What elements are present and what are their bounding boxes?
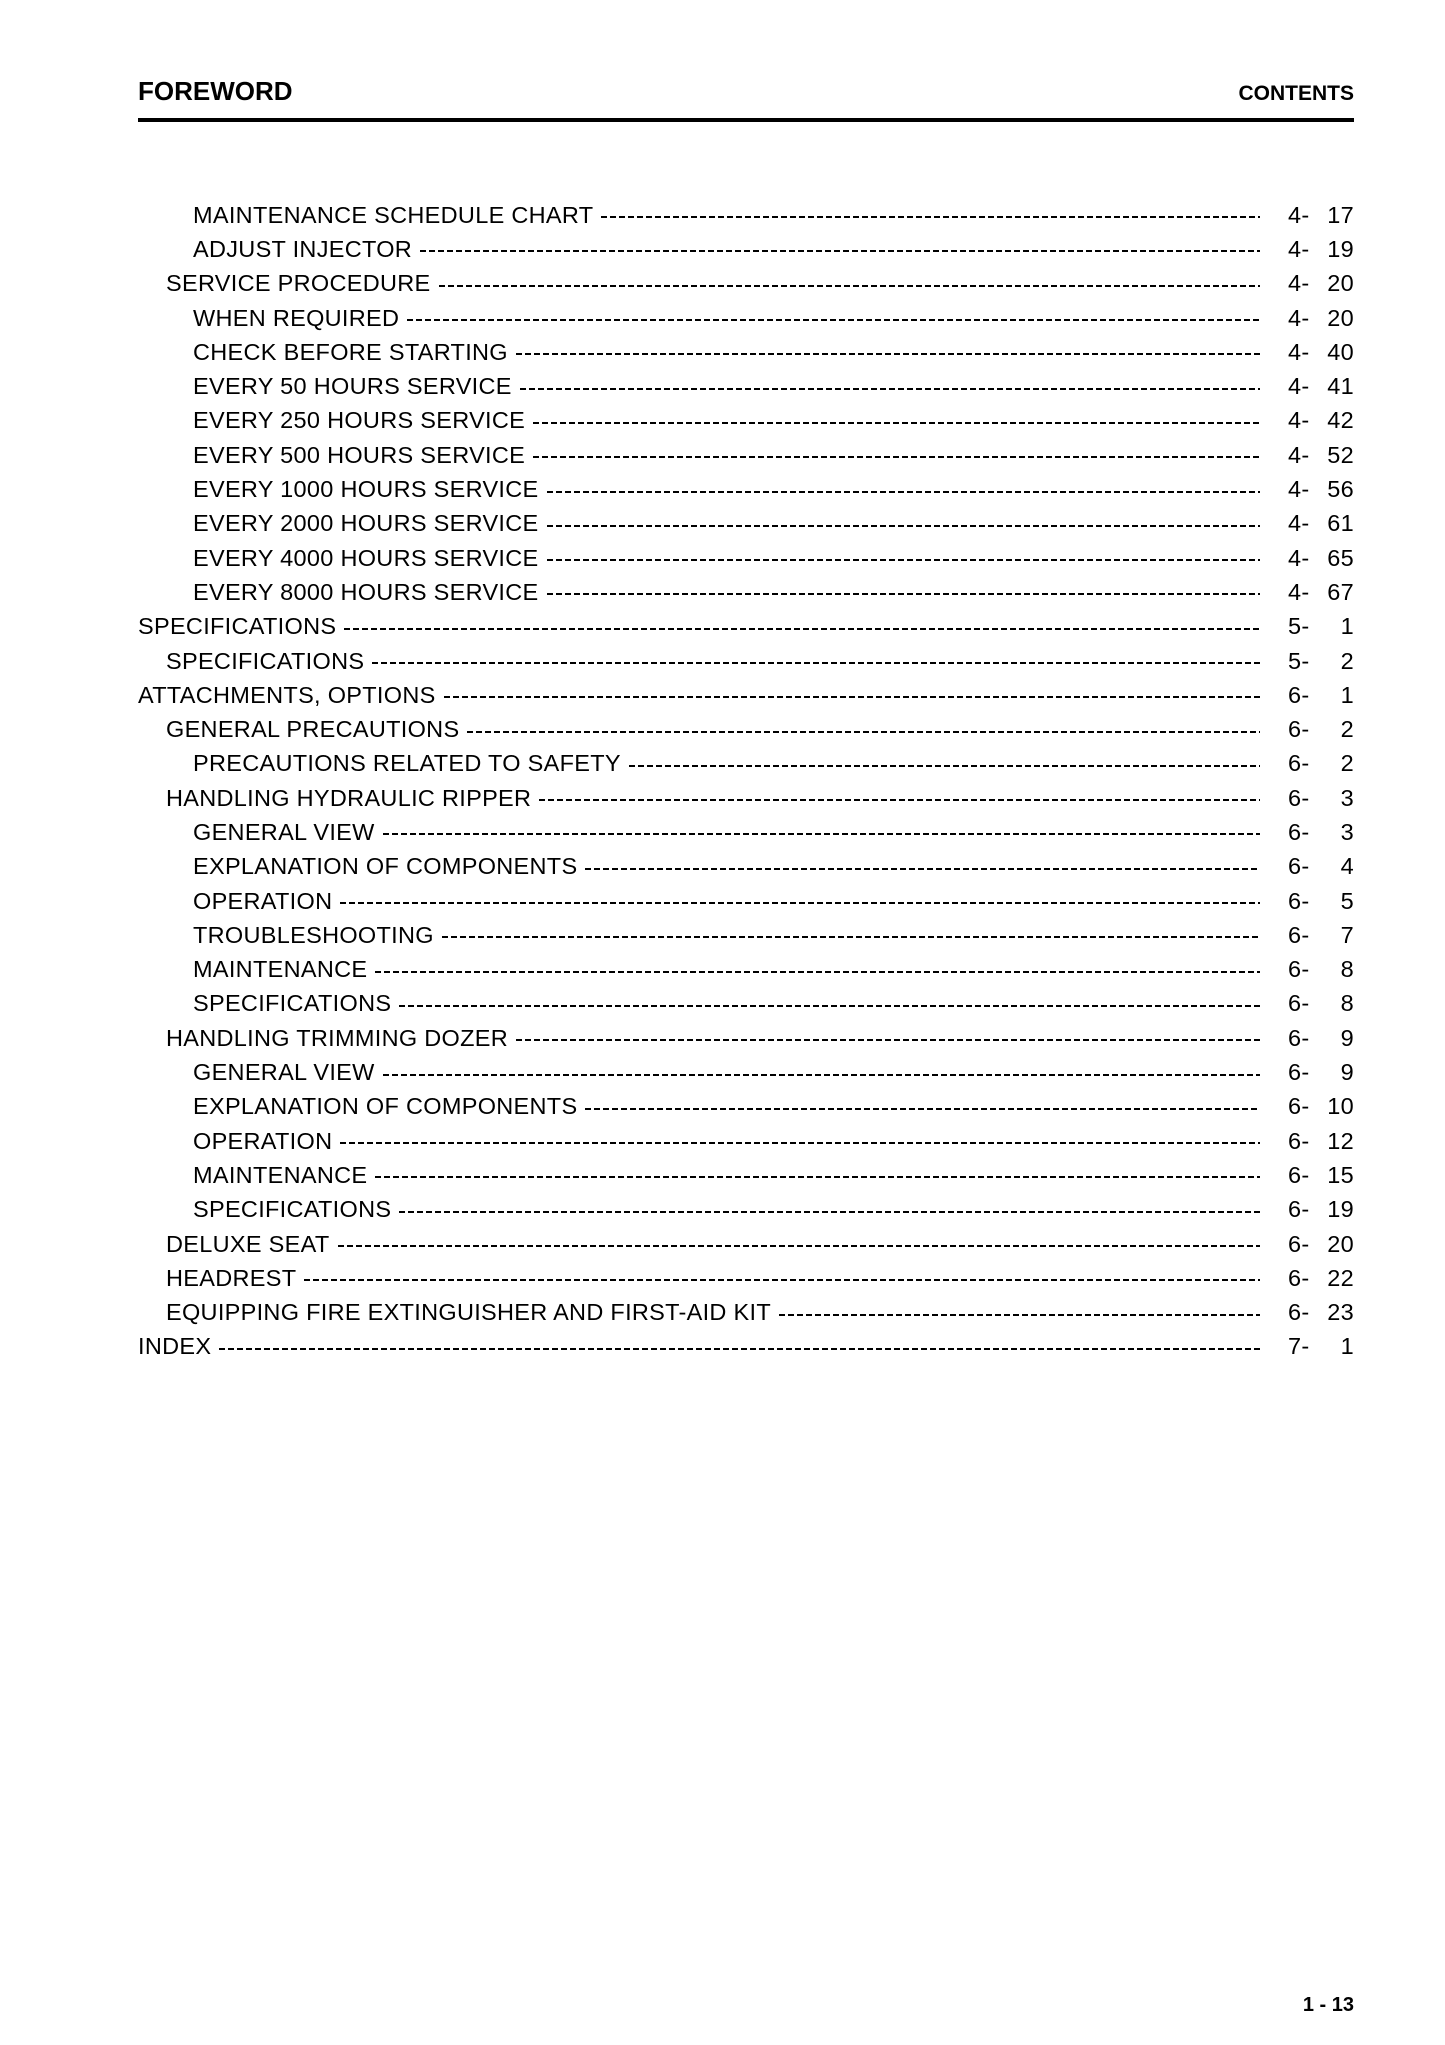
toc-chapter-number: 7- xyxy=(1288,1333,1310,1360)
toc-page-number: 9 xyxy=(1340,1024,1354,1051)
toc-entry-title: PRECAUTIONS RELATED TO SAFETY xyxy=(193,750,621,777)
toc-page-ref xyxy=(1288,888,1354,915)
toc-page-ref xyxy=(1288,476,1354,503)
toc-page-ref xyxy=(1288,750,1354,777)
toc-chapter-number: 4- xyxy=(1288,201,1310,228)
toc-page-ref xyxy=(1288,202,1354,229)
toc-page-ref xyxy=(1288,1231,1354,1258)
toc-chapter-number: 5- xyxy=(1288,647,1310,674)
toc-dot-leader xyxy=(399,1005,1260,1007)
toc-entry-title: EVERY 2000 HOURS SERVICE xyxy=(193,510,539,537)
toc-page-number: 10 xyxy=(1327,1093,1354,1120)
toc-page-ref xyxy=(1288,922,1354,949)
toc-page-ref xyxy=(1288,956,1354,983)
toc-page-number: 8 xyxy=(1340,956,1354,983)
toc-entry-title: SPECIFICATIONS xyxy=(193,1196,392,1223)
toc-dot-leader xyxy=(442,936,1260,938)
toc-dot-leader xyxy=(340,902,1260,904)
toc-chapter-number: 4- xyxy=(1288,338,1310,365)
toc-page-ref xyxy=(1288,1093,1354,1120)
toc-dot-leader xyxy=(344,628,1260,630)
toc-entry[interactable] xyxy=(138,1158,1354,1192)
toc-page-number: 20 xyxy=(1327,1230,1354,1257)
toc-chapter-number: 6- xyxy=(1288,1230,1310,1257)
toc-page-ref xyxy=(1288,1025,1354,1052)
toc-dot-leader xyxy=(539,799,1260,801)
toc-page-number: 2 xyxy=(1340,647,1354,674)
toc-entry[interactable] xyxy=(138,610,1354,644)
toc-page-number: 4 xyxy=(1340,853,1354,880)
toc-chapter-number: 6- xyxy=(1288,1196,1310,1223)
toc-entry[interactable] xyxy=(138,850,1354,884)
toc-page-ref xyxy=(1288,510,1354,537)
toc-entry-title: HANDLING HYDRAULIC RIPPER xyxy=(166,784,532,811)
toc-entry-title: EVERY 250 HOURS SERVICE xyxy=(193,407,526,434)
toc-chapter-number: 4- xyxy=(1288,407,1310,434)
toc-page-ref xyxy=(1288,305,1354,332)
toc-entry[interactable] xyxy=(138,1330,1354,1364)
toc-page-number: 40 xyxy=(1327,338,1354,365)
toc-entry-title: INDEX xyxy=(138,1333,212,1360)
toc-page-ref xyxy=(1288,785,1354,812)
toc-page-number: 1 xyxy=(1340,1333,1354,1360)
toc-entry[interactable] xyxy=(138,472,1354,506)
toc-entry-title: GENERAL VIEW xyxy=(193,1059,375,1086)
toc-dot-leader xyxy=(516,1039,1260,1041)
toc-entry[interactable] xyxy=(138,712,1354,746)
toc-entry-title: GENERAL VIEW xyxy=(193,818,375,845)
page-header xyxy=(138,76,1354,122)
toc-page-ref xyxy=(1288,648,1354,675)
toc-entry[interactable] xyxy=(138,1227,1354,1261)
toc-chapter-number: 6- xyxy=(1288,1093,1310,1120)
toc-entry-title: GENERAL PRECAUTIONS xyxy=(166,716,460,743)
toc-entry[interactable] xyxy=(138,335,1354,369)
toc-entry-title: SERVICE PROCEDURE xyxy=(166,270,431,297)
toc-entry-title: MAINTENANCE xyxy=(193,956,368,983)
toc-chapter-number: 5- xyxy=(1288,613,1310,640)
toc-dot-leader xyxy=(516,353,1260,355)
toc-page-number: 22 xyxy=(1327,1264,1354,1291)
toc-page-ref xyxy=(1288,442,1354,469)
toc-page-ref xyxy=(1288,545,1354,572)
toc-entry-title: HANDLING TRIMMING DOZER xyxy=(166,1024,509,1051)
toc-page-ref xyxy=(1288,682,1354,709)
toc-entry-title: OPERATION xyxy=(193,1127,333,1154)
toc-page-ref xyxy=(1288,613,1354,640)
toc-entry[interactable] xyxy=(138,575,1354,609)
toc-chapter-number: 6- xyxy=(1288,818,1310,845)
toc-page-ref xyxy=(1288,270,1354,297)
toc-entry-title: EVERY 4000 HOURS SERVICE xyxy=(193,544,539,571)
toc-entry-title: CHECK BEFORE STARTING xyxy=(193,338,508,365)
toc-chapter-number: 6- xyxy=(1288,1161,1310,1188)
toc-page-ref xyxy=(1288,407,1354,434)
toc-chapter-number: 4- xyxy=(1288,476,1310,503)
toc-entry-title: MAINTENANCE xyxy=(193,1161,368,1188)
toc-page-number: 65 xyxy=(1327,544,1354,571)
toc-page-number: 17 xyxy=(1327,201,1354,228)
toc-chapter-number: 4- xyxy=(1288,441,1310,468)
toc-page-ref xyxy=(1288,1128,1354,1155)
toc-dot-leader xyxy=(585,868,1260,870)
toc-page-number: 61 xyxy=(1327,510,1354,537)
toc-chapter-number: 6- xyxy=(1288,1059,1310,1086)
toc-entry[interactable] xyxy=(138,678,1354,712)
toc-entry-title: EQUIPPING FIRE EXTINGUISHER AND FIRST-AID KIT xyxy=(166,1299,771,1326)
toc-page-ref xyxy=(1288,819,1354,846)
toc-entry[interactable] xyxy=(138,953,1354,987)
toc-dot-leader xyxy=(219,1348,1260,1350)
toc-chapter-number: 4- xyxy=(1288,510,1310,537)
toc-dot-leader xyxy=(407,319,1260,321)
toc-page-number: 19 xyxy=(1327,1196,1354,1223)
toc-dot-leader xyxy=(383,833,1260,835)
toc-chapter-number: 6- xyxy=(1288,853,1310,880)
toc-chapter-number: 6- xyxy=(1288,784,1310,811)
header-divider xyxy=(138,118,1354,122)
toc-dot-leader xyxy=(533,422,1260,424)
toc-entry[interactable] xyxy=(138,301,1354,335)
toc-page-ref xyxy=(1288,853,1354,880)
toc-page-ref xyxy=(1288,1333,1354,1360)
toc-chapter-number: 6- xyxy=(1288,990,1310,1017)
toc-entry[interactable] xyxy=(138,438,1354,472)
toc-page-ref xyxy=(1288,1059,1354,1086)
toc-entry[interactable] xyxy=(138,198,1354,232)
toc-dot-leader xyxy=(520,388,1260,390)
toc-chapter-number: 6- xyxy=(1288,1024,1310,1051)
toc-page-number: 52 xyxy=(1327,441,1354,468)
toc-entry[interactable] xyxy=(138,644,1354,678)
toc-chapter-number: 6- xyxy=(1288,887,1310,914)
toc-dot-leader xyxy=(439,285,1260,287)
toc-page-ref xyxy=(1288,1162,1354,1189)
toc-dot-leader xyxy=(585,1108,1260,1110)
toc-dot-leader xyxy=(629,765,1260,767)
toc-page-ref xyxy=(1288,339,1354,366)
toc-entry[interactable] xyxy=(138,1055,1354,1089)
toc-page-number: 23 xyxy=(1327,1299,1354,1326)
toc-entry-title: SPECIFICATIONS xyxy=(138,613,337,640)
toc-entry-title: DELUXE SEAT xyxy=(166,1230,330,1257)
toc-entry[interactable] xyxy=(138,781,1354,815)
toc-entry[interactable] xyxy=(138,267,1354,301)
toc-dot-leader xyxy=(444,696,1260,698)
toc-dot-leader xyxy=(547,491,1261,493)
toc-entry[interactable] xyxy=(138,1296,1354,1330)
toc-entry[interactable] xyxy=(138,404,1354,438)
toc-entry-title: HEADREST xyxy=(166,1264,297,1291)
toc-page-number: 1 xyxy=(1340,681,1354,708)
toc-dot-leader xyxy=(383,1074,1260,1076)
toc-dot-leader xyxy=(372,662,1260,664)
toc-page-ref xyxy=(1288,1265,1354,1292)
toc-page-ref xyxy=(1288,373,1354,400)
toc-page-number: 9 xyxy=(1340,1059,1354,1086)
toc-entry-title: EVERY 500 HOURS SERVICE xyxy=(193,441,526,468)
toc-entry-title: OPERATION xyxy=(193,887,333,914)
toc-page-ref xyxy=(1288,236,1354,263)
toc-chapter-number: 6- xyxy=(1288,681,1310,708)
toc-page-number: 41 xyxy=(1327,373,1354,400)
toc-entry[interactable] xyxy=(138,987,1354,1021)
toc-entry-title: EVERY 1000 HOURS SERVICE xyxy=(193,476,539,503)
toc-page-ref xyxy=(1288,990,1354,1017)
toc-page-number: 2 xyxy=(1340,716,1354,743)
toc-chapter-number: 6- xyxy=(1288,750,1310,777)
toc-entry[interactable] xyxy=(138,1261,1354,1295)
toc-dot-leader xyxy=(375,1176,1260,1178)
toc-chapter-number: 4- xyxy=(1288,270,1310,297)
toc-entry[interactable] xyxy=(138,232,1354,266)
toc-entry[interactable] xyxy=(138,369,1354,403)
toc-entry-title: TROUBLESHOOTING xyxy=(193,921,434,948)
toc-page-number: 19 xyxy=(1327,235,1354,262)
toc-chapter-number: 4- xyxy=(1288,235,1310,262)
toc-dot-leader xyxy=(467,731,1260,733)
toc-chapter-number: 4- xyxy=(1288,373,1310,400)
toc-chapter-number: 4- xyxy=(1288,304,1310,331)
toc-entry-title: SPECIFICATIONS xyxy=(166,647,365,674)
toc-chapter-number: 6- xyxy=(1288,1264,1310,1291)
table-of-contents xyxy=(138,198,1354,1364)
toc-dot-leader xyxy=(375,971,1260,973)
toc-page-number: 3 xyxy=(1340,784,1354,811)
toc-chapter-number: 6- xyxy=(1288,1127,1310,1154)
section-title: FOREWORD xyxy=(138,76,293,106)
toc-entry-title: EXPLANATION OF COMPONENTS xyxy=(193,853,578,880)
toc-page-number: 8 xyxy=(1340,990,1354,1017)
toc-page-number: 67 xyxy=(1327,578,1354,605)
toc-page-ref xyxy=(1288,579,1354,606)
toc-chapter-number: 6- xyxy=(1288,1299,1310,1326)
page-number: 1 - 13 xyxy=(1302,1994,1354,2016)
toc-entry[interactable] xyxy=(138,1193,1354,1227)
toc-dot-leader xyxy=(340,1142,1260,1144)
toc-page-number: 12 xyxy=(1327,1127,1354,1154)
toc-entry[interactable] xyxy=(138,507,1354,541)
toc-chapter-number: 4- xyxy=(1288,578,1310,605)
toc-page-number: 42 xyxy=(1327,407,1354,434)
toc-entry[interactable] xyxy=(138,918,1354,952)
toc-page-number: 7 xyxy=(1340,921,1354,948)
toc-page-number: 15 xyxy=(1327,1161,1354,1188)
toc-dot-leader xyxy=(601,216,1260,218)
toc-chapter-number: 4- xyxy=(1288,544,1310,571)
toc-entry[interactable] xyxy=(138,747,1354,781)
toc-dot-leader xyxy=(547,525,1261,527)
toc-entry-title: MAINTENANCE SCHEDULE CHART xyxy=(193,201,594,228)
toc-entry[interactable] xyxy=(138,815,1354,849)
toc-entry[interactable] xyxy=(138,1124,1354,1158)
toc-dot-leader xyxy=(533,456,1260,458)
toc-entry[interactable] xyxy=(138,541,1354,575)
toc-page-number: 5 xyxy=(1340,887,1354,914)
toc-entry-title: SPECIFICATIONS xyxy=(193,990,392,1017)
toc-page-number: 20 xyxy=(1327,270,1354,297)
contents-label: CONTENTS xyxy=(1238,82,1354,105)
toc-page-number: 3 xyxy=(1340,818,1354,845)
toc-page-number: 20 xyxy=(1327,304,1354,331)
toc-page-ref xyxy=(1288,716,1354,743)
toc-entry-title: WHEN REQUIRED xyxy=(193,304,400,331)
toc-page-ref xyxy=(1288,1196,1354,1223)
toc-dot-leader xyxy=(779,1314,1260,1316)
toc-dot-leader xyxy=(420,250,1260,252)
toc-dot-leader xyxy=(304,1279,1260,1281)
toc-page-number: 1 xyxy=(1340,613,1354,640)
toc-entry[interactable] xyxy=(138,884,1354,918)
toc-entry-title: ADJUST INJECTOR xyxy=(193,235,413,262)
toc-entry-title: ATTACHMENTS, OPTIONS xyxy=(138,681,436,708)
toc-chapter-number: 6- xyxy=(1288,956,1310,983)
toc-entry-title: EVERY 8000 HOURS SERVICE xyxy=(193,578,539,605)
toc-page-number: 2 xyxy=(1340,750,1354,777)
toc-dot-leader xyxy=(547,559,1261,561)
toc-entry[interactable] xyxy=(138,1021,1354,1055)
toc-dot-leader xyxy=(338,1245,1261,1247)
toc-dot-leader xyxy=(399,1211,1260,1213)
toc-page-ref xyxy=(1288,1299,1354,1326)
toc-chapter-number: 6- xyxy=(1288,716,1310,743)
toc-dot-leader xyxy=(547,593,1261,595)
toc-entry-title: EXPLANATION OF COMPONENTS xyxy=(193,1093,578,1120)
toc-chapter-number: 6- xyxy=(1288,921,1310,948)
toc-page-number: 56 xyxy=(1327,476,1354,503)
toc-entry-title: EVERY 50 HOURS SERVICE xyxy=(193,373,512,400)
toc-entry[interactable] xyxy=(138,1090,1354,1124)
